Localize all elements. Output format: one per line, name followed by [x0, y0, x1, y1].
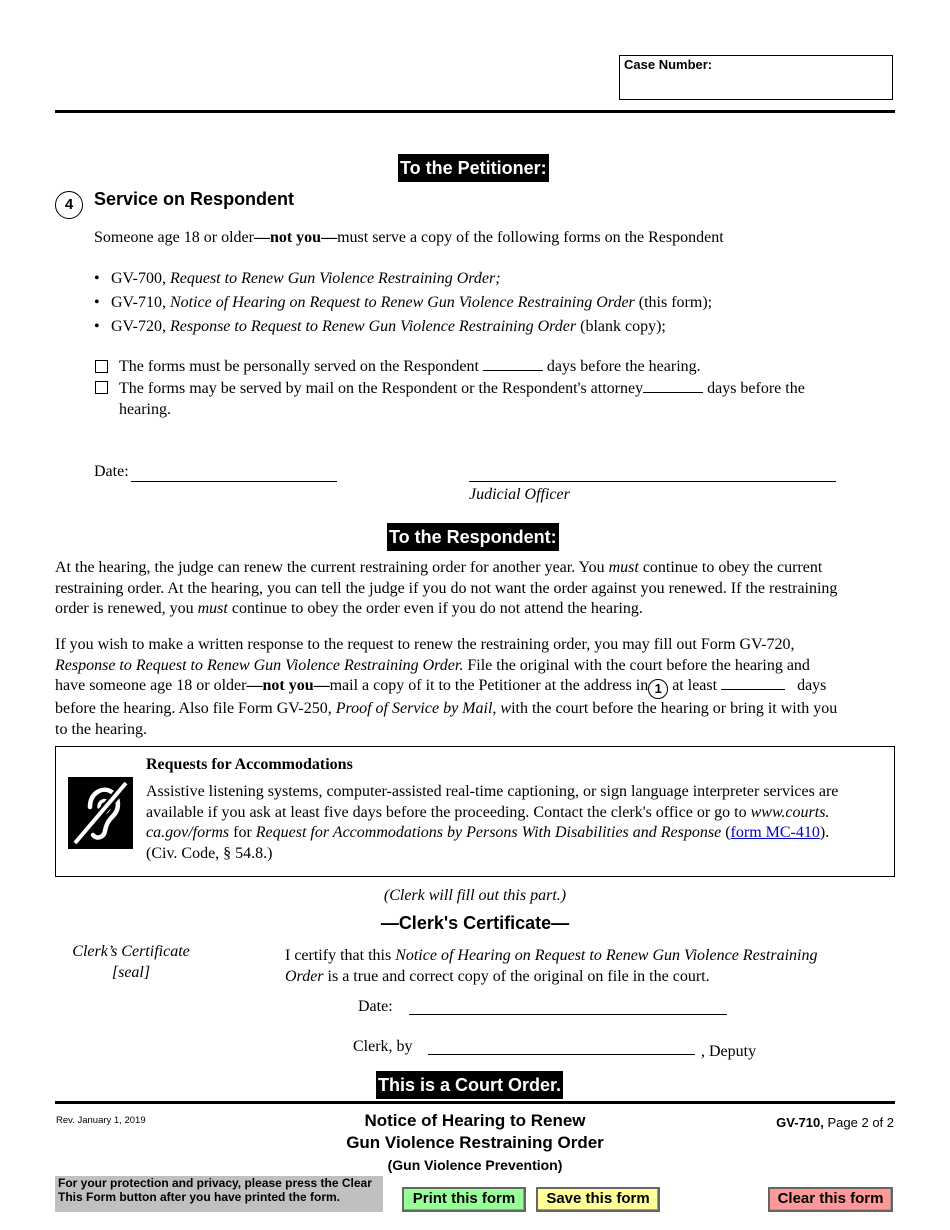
personal-service-text: The forms must be personally served on the Respondent days before the hearing. [119, 358, 701, 375]
clerk-signature-field[interactable] [428, 1054, 695, 1055]
clerk-date-field[interactable] [409, 1014, 727, 1015]
form-code-page: GV-710, Page 2 of 2 [776, 1115, 894, 1130]
accommodations-box [55, 746, 895, 877]
respondent-banner: To the Respondent: [387, 523, 559, 551]
response-days-field[interactable] [721, 689, 785, 690]
list-item: • GV-710, Notice of Hearing on Request to Renew Gun Violence Restraining Order (this form); [94, 291, 874, 315]
judicial-officer-label: Judicial Officer [469, 486, 570, 503]
petitioner-banner: To the Petitioner: [398, 154, 549, 182]
privacy-note: For your protection and privacy, please press the Clear This Form button after you have printed the form. [55, 1176, 383, 1212]
mail-service-checkbox[interactable] [95, 381, 108, 394]
section-title: Service on Respondent [94, 189, 295, 209]
court-order-banner: This is a Court Order. [376, 1071, 563, 1099]
revision-date: Rev. January 1, 2019 [56, 1115, 146, 1126]
clerk-seal-label: Clerk’s Certificate [seal] [72, 943, 190, 981]
clerk-certificate-title: —Clerk's Certificate— [380, 913, 570, 933]
footer-rule [55, 1101, 895, 1104]
clerk-certification-text: I certify that this Notice of Hearing on Request to Renew Gun Violence Restraining Order is a true and correct copy of the original on file in the court. [285, 947, 818, 985]
form-mc-410-link[interactable]: form MC-410 [730, 824, 820, 842]
case-number-label: Case Number: [624, 57, 713, 72]
print-form-button[interactable]: Print this form [402, 1187, 526, 1212]
case-number-box[interactable] [619, 55, 893, 100]
clerk-fill-note: (Clerk will fill out this part.) [383, 887, 567, 904]
service-intro: Someone age 18 or older—not you—must serve a copy of the following forms on the Respondent [94, 229, 724, 246]
clerk-by-label: Clerk, by [353, 1038, 413, 1055]
accommodations-text: Assistive listening systems, computer-assisted real-time captioning, or sign language interpreter services are available if you ask at least five days before the proceeding. Contact the clerk's office or go to www.courts. ca.gov/forms for Request for Accommodations by Persons With Disabilities and Response (form MC-410). (Civ. Code, § 54.8.) [146, 783, 839, 862]
petitioner-date-label: Date: [94, 463, 129, 480]
section-number-circle: 4 [55, 191, 83, 219]
personal-service-checkbox[interactable] [95, 360, 108, 373]
respondent-paragraph-1: At the hearing, the judge can renew the current restraining order for another year. You must continue to obey the current restraining order. At the hearing, you can tell the judge if you do not want the order against you renewed. If the restraining order is renewed, you must continue to obey the order even if you do not attend the hearing. [55, 559, 838, 618]
header-rule [55, 110, 895, 113]
respondent-paragraph-2: If you wish to make a written response to the request to renew the restraining order, you may fill out Form GV-720, Response to Request to Renew Gun Violence Restraining Order. File the original with the court before the hearing and have someone age 18 or older—not you—mail a copy of it to the Petitioner at the address in 1 at least days before the hearing. Also file Form GV-250, Proof of Service by Mail, with the court before the hearing or bring it with you to the hearing. [55, 636, 838, 738]
form-title: Notice of Hearing to Renew Gun Violence Restraining Order (Gun Violence Prevention) [346, 1111, 604, 1173]
forms-list [94, 267, 874, 339]
petitioner-date-field[interactable] [131, 481, 337, 482]
accommodations-title: Requests for Accommodations [146, 756, 353, 773]
judicial-officer-signature-line[interactable] [469, 481, 836, 482]
deputy-label: , Deputy [701, 1043, 757, 1060]
list-item: • GV-700, Request to Renew Gun Violence Restraining Order; [94, 267, 874, 291]
clerk-date-label: Date: [358, 998, 393, 1015]
item-1-reference: 1 [648, 679, 668, 699]
personal-days-field[interactable] [483, 370, 543, 371]
save-form-button[interactable]: Save this form [536, 1187, 660, 1212]
mail-days-field[interactable] [643, 392, 703, 393]
clear-form-button[interactable]: Clear this form [768, 1187, 893, 1212]
mail-service-cont: hearing. [119, 401, 171, 418]
list-item: • GV-720, Response to Request to Renew Gun Violence Restraining Order (blank copy); [94, 315, 874, 339]
hearing-assistance-icon [68, 777, 133, 849]
mail-service-text: The forms may be served by mail on the Respondent or the Respondent's attorney days before the [119, 380, 805, 397]
